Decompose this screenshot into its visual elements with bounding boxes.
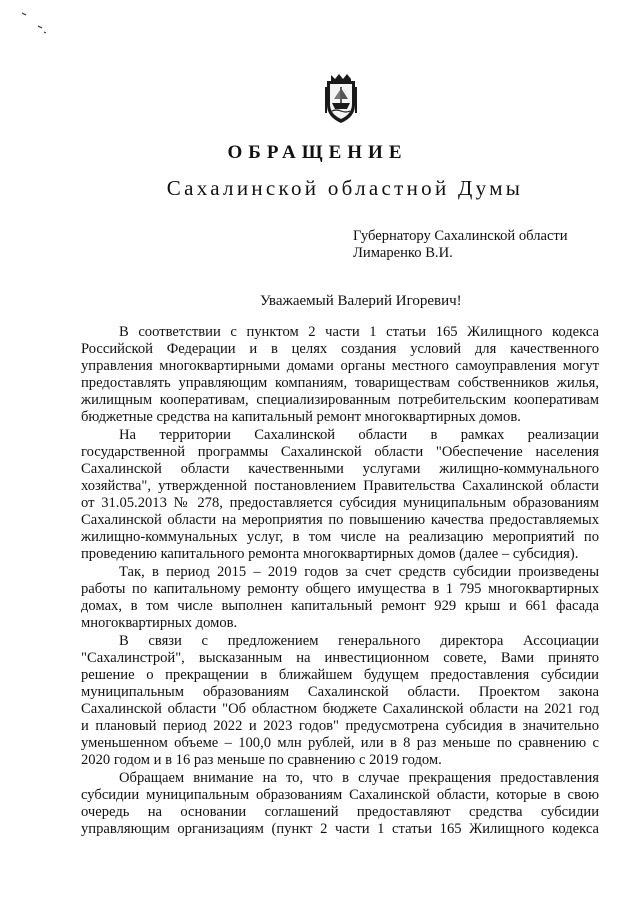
- text-line: домах, в том числе выполнен капитальный ремонт 929 крыш и 661 фасада: [81, 597, 599, 614]
- text-line: 2020 годом и в 16 раз меньше по сравнению с 2019 годом.: [81, 751, 442, 768]
- text-line: работы по капитальному ремонту общего имущества в 1 795 многоквартирных: [81, 580, 599, 597]
- paragraph-1: [81, 324, 599, 426]
- text-line: предоставлять управляющим компаниям, товариществам собственников жилья,: [81, 375, 599, 392]
- addressee-position: Губернатору Сахалинской области: [353, 228, 568, 244]
- text-line: Обращаем внимание на то, что в случае прекращения предоставления: [119, 769, 599, 786]
- text-line: Сахалинской области качественными услугами жилищно-коммунального: [81, 460, 599, 477]
- text-line: государственной программы Сахалинской области "Обеспечение населения: [81, 443, 599, 460]
- text-line: Сахалинской области на мероприятия по повышению качества предоставляемых: [81, 512, 599, 529]
- text-line: "Сахалинстрой", высказанным на инвестиционном совете, Вами принято: [81, 649, 599, 666]
- salutation: Уважаемый Валерий Игоревич!: [260, 293, 462, 309]
- paragraph-5: [81, 770, 599, 838]
- addressee-block: [353, 228, 568, 262]
- text-line: субсидии муниципальным образованиям Сахалинской области, которые в свою: [81, 786, 599, 803]
- coat-of-arms-emblem: [325, 73, 357, 125]
- text-line: Так, в период 2015 – 2019 годов за счет средств субсидии произведены: [119, 563, 599, 580]
- text-line: уменьшенном объеме – 100,0 млн рублей, или в 8 раз меньше по сравнению с: [81, 734, 599, 751]
- document-subtitle: Сахалинской областной Думы: [166, 176, 524, 200]
- text-line: решение о прекращении в ближайшем будущем предоставления субсидии: [81, 666, 599, 683]
- text-line: В связи с предложением генерального директора Ассоциации: [119, 632, 599, 649]
- text-line: муниципальным образованиям Сахалинской области. Проектом закона: [81, 683, 599, 700]
- text-line: и плановый период 2022 и 2023 годов" предусмотрена субсидия в значительно: [81, 717, 599, 734]
- text-line: многоквартирных домов.: [81, 614, 238, 631]
- text-line: На территории Сахалинской области в рамках реализации: [119, 426, 599, 443]
- body-text: [81, 324, 599, 838]
- scan-artifact-marks: [0, 0, 80, 60]
- text-line: очередь на основании соглашений предоставляют средства субсидии: [81, 803, 599, 820]
- paragraph-2: [81, 427, 599, 563]
- text-line: проведению капитального ремонта многоквартирных домов (далее – субсидия).: [81, 546, 579, 563]
- text-line: жилищным кооперативам, специализированным потребительским кооперативам: [81, 392, 599, 409]
- text-line: жилищно-коммунальных услуг, в том числе на реализацию мероприятий по: [81, 529, 599, 546]
- addressee-name: Лимаренко В.И.: [353, 245, 453, 261]
- text-line: управляющим организациям (пункт 2 части 1 статьи 165 Жилищного кодекса: [81, 820, 599, 837]
- text-line: Сахалинской области "Об областном бюджете Сахалинской области на 2021 год: [81, 700, 599, 717]
- text-line: Российской Федерации и в целях создания условий для качественного: [81, 341, 599, 358]
- paragraph-4: [81, 633, 599, 769]
- text-line: В соответствии с пунктом 2 части 1 статьи 165 Жилищного кодекса: [119, 324, 599, 340]
- document-title: ОБРАЩЕНИЕ: [227, 142, 408, 163]
- text-line: бюджетные средства на капитальный ремонт многоквартирных домов.: [81, 409, 521, 426]
- text-line: от 31.05.2013 № 278, предоставляется субсидия муниципальным образованиям: [81, 495, 599, 512]
- paragraph-3: [81, 564, 599, 632]
- text-line: хозяйства", утвержденной постановлением Правительства Сахалинской области: [81, 478, 599, 495]
- text-line: управления многоквартирными домами органы местного самоуправления могут: [81, 358, 599, 375]
